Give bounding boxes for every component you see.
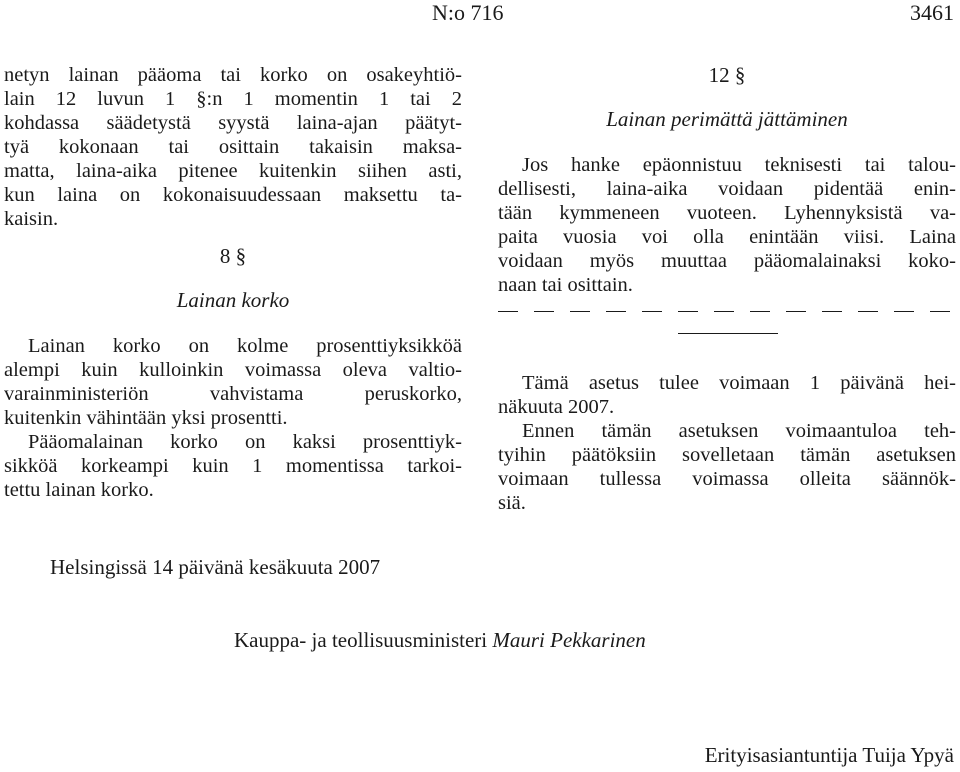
- text-line: siä.: [498, 492, 526, 514]
- section-number: 8 §: [219, 244, 247, 268]
- text-line: netyn lainan pääoma tai korko on osakeyhtiö-: [4, 64, 462, 86]
- text-line: Tämä asetus tulee voimaan 1 päivänä hei-: [522, 372, 956, 394]
- text-line: tyihin päätöksiin sovelletaan tämän asetuksen: [498, 444, 956, 466]
- official-signature: Erityisasiantuntija Tuija Ypyä: [704, 743, 954, 767]
- minister-title: Kauppa- ja teollisuusministeri: [234, 628, 488, 652]
- text-line: kun laina on kokonaisuudessaan maksettu ta-: [4, 184, 462, 206]
- text-line: sikköä korkeampi kuin 1 momentissa tarkoi-: [4, 455, 462, 477]
- place-and-date: Helsingissä 14 päivänä kesäkuuta 2007: [50, 555, 381, 579]
- text-line: tyä kokonaan tai osittain takaisin maksa-: [4, 136, 462, 158]
- omission-dashes: [498, 297, 956, 321]
- text-line: dellisesti, laina-aika voidaan pidentää enin-: [498, 178, 956, 200]
- text-line: kaisin.: [4, 208, 59, 230]
- right-column: [498, 63, 956, 515]
- text-line: alempi kuin kulloinkin voimassa oleva valtio-: [4, 359, 462, 381]
- text-line: näkuuta 2007.: [498, 396, 615, 418]
- text-line: Jos hanke epäonnistuu teknisesti tai talou-: [522, 154, 956, 176]
- text-line: Pääomalainan korko on kaksi prosenttiyk-: [28, 431, 462, 453]
- minister-signature: [234, 628, 646, 653]
- text-line: varainministeriön vahvistama peruskorko,: [4, 383, 462, 405]
- text-line: voimaan tullessa voimassa olleita säännök-: [498, 468, 956, 490]
- text-line: naan tai osittain.: [498, 274, 633, 296]
- separator-rule: [498, 321, 956, 345]
- issue-number: N:o 716: [432, 0, 504, 25]
- left-column: [4, 63, 462, 502]
- text-line: Lainan korko on kolme prosenttiyksikköä: [28, 335, 462, 357]
- section-title: Lainan perimättä jättäminen: [606, 107, 848, 131]
- text-line: matta, laina-aika pitenee kuitenkin siihen asti,: [4, 160, 462, 182]
- text-line: tään kymmeneen vuoteen. Lyhennyksistä va-: [498, 202, 956, 224]
- section-title: Lainan korko: [176, 288, 290, 312]
- text-line: voidaan myös muuttaa pääomalainaksi koko-: [498, 250, 956, 272]
- text-line: kuitenkin vähintään yksi prosentti.: [4, 407, 288, 429]
- text-line: paita vuosia voi olla enintään viisi. Laina: [498, 226, 956, 248]
- text-line: kohdassa säädetystä syystä laina-ajan päätyt-: [4, 112, 462, 134]
- text-line: Ennen tämän asetuksen voimaantuloa teh-: [522, 420, 956, 442]
- text-line: tettu lainan korko.: [4, 479, 154, 501]
- page-number: 3461: [910, 0, 954, 25]
- text-line: lain 12 luvun 1 §:n 1 momentin 1 tai 2: [4, 88, 462, 110]
- section-number: 12 §: [708, 63, 746, 87]
- minister-name: Mauri Pekkarinen: [492, 628, 646, 652]
